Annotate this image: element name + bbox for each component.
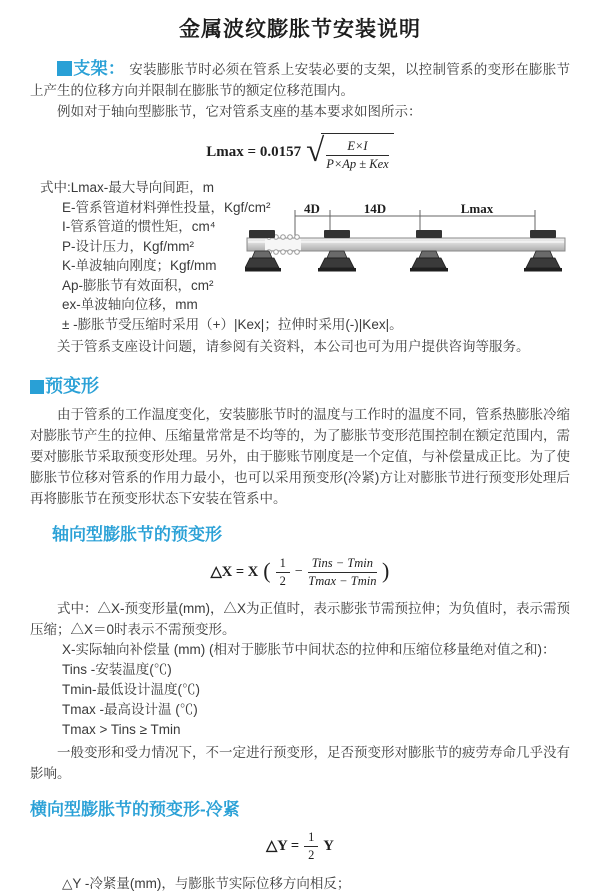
lmax-fraction bbox=[326, 139, 389, 172]
predeform-heading-label: 预变形 bbox=[45, 376, 99, 396]
formula-dx-lhs: △X = X bbox=[210, 563, 259, 580]
variable-line: Ap-膨胀节有效面积，cm² bbox=[62, 277, 214, 293]
variable-line: K-单波轴向刚度；Kgf/mm bbox=[62, 258, 217, 273]
lmax-fraction-numerator: E×I bbox=[326, 139, 389, 156]
dim-label-4d: 4D bbox=[304, 202, 320, 216]
sqrt-expression bbox=[306, 133, 394, 172]
variable-line: E-管系管道材料弹性投量，Kgf/cm² bbox=[62, 199, 271, 215]
axial-variables-block bbox=[30, 640, 570, 740]
support-note: 关于管系支座设计问题，请参阅有关资料，本公司也可为用户提供咨询等服务。 bbox=[57, 339, 530, 354]
predeform-paragraph: 由于管系的工作温度变化，安装膨胀节时的温度与工作时的温度不同，管系热膨胀冷缩对膨胀节产生的拉伸、压缩量常常是不均等的，为了膨胀节变形范围控制在额定范围内，需要对膨胀节采取预变形处理。另外，由于膨账节刚度是一个定值，与补偿量成正比。为了使膨胀节位移对管系的作用力最小，也可以采用预变形(冷紧)方让对膨胀节进行预变形处理后再将膨胀节在预变形状态下安装在管系中。 bbox=[30, 407, 570, 506]
support-section-heading bbox=[57, 59, 125, 78]
variable-line: Tins -安装温度(℃) bbox=[62, 662, 172, 677]
page-title: 金属波纹膨胀节安装说明 bbox=[179, 18, 421, 41]
half-numerator: 1 bbox=[276, 556, 290, 573]
half-denominator: 2 bbox=[308, 847, 315, 862]
lateral-subtitle: 横向型膨胀节的预变形-冷紧 bbox=[30, 800, 240, 819]
axial-note: 一般变形和受力情况下，不一定进行预变形，足否预变形对膨胀节的疲劳寿命几乎没有影响。 bbox=[30, 745, 570, 781]
lateral-explain: △Y -冷紧量(mm)，与膨胀节实际位移方向相反； bbox=[62, 876, 351, 891]
half-numerator: 1 bbox=[304, 830, 318, 847]
formula-delta-y bbox=[30, 829, 570, 863]
close-paren: ) bbox=[382, 558, 390, 583]
formula-delta-x bbox=[30, 552, 570, 592]
minus-operator: − bbox=[294, 564, 303, 579]
variable-line: ± -膨胀节受压缩时采用（+）|Kex|；拉伸时采用(-)|Kex|。 bbox=[62, 316, 403, 332]
open-paren: ( bbox=[263, 558, 271, 583]
lmax-fraction-denominator: P×Ap ± Kex bbox=[326, 156, 389, 171]
radicand bbox=[321, 133, 394, 172]
support-example-line: 例如对于轴向型膨胀节，它对管系支座的基本要求如图所示： bbox=[57, 104, 422, 119]
formula-dy-lhs: △Y = bbox=[266, 837, 300, 854]
variable-line: X-实际轴向补偿量 (mm) (相对于膨胀节中间状态的拉伸和压缩位移量绝对值之和)： bbox=[62, 642, 556, 657]
half-fraction bbox=[304, 830, 318, 863]
dim-label-14d: 14D bbox=[363, 202, 387, 216]
formula-lmax-prefix: Lmax = 0.0157 bbox=[206, 143, 302, 160]
half-fraction bbox=[276, 556, 290, 589]
variable-line: I-管系管道的惯性矩，cm⁴ bbox=[62, 219, 216, 234]
axial-explain: 式中：△X-预变形量(mm)，△X为正值时，表示膨张节需预拉伸；为负值时，表示需预压缩；△X＝0时表示不需预变形。 bbox=[30, 601, 570, 637]
lmax-variables-block bbox=[30, 178, 570, 334]
radical-sign: √ bbox=[306, 132, 325, 169]
half-denominator: 2 bbox=[279, 573, 286, 588]
blue-square-bullet-icon bbox=[57, 61, 72, 76]
blue-square-bullet-icon bbox=[30, 380, 44, 394]
formula-lmax bbox=[30, 131, 570, 173]
variable-line: Tmax > Tins ≥ Tmin bbox=[62, 722, 181, 737]
temperature-fraction bbox=[308, 556, 377, 589]
temp-fraction-denominator: Tmax − Tmin bbox=[308, 573, 377, 588]
dim-label-lmax: Lmax bbox=[460, 202, 494, 216]
variable-line: Tmin-最低设计温度(℃) bbox=[62, 682, 200, 697]
variable-line: ex-单波轴向位移，mm bbox=[62, 297, 198, 312]
variable-line: Tmax -最高设计温 (℃) bbox=[62, 702, 198, 717]
support-intro-text: 安装膨胀节时必须在管系上安装必要的支架，以控制管系的变形在膨胀节上产生的位移方向并限制在膨胀节的额定位移范围内。 bbox=[30, 62, 570, 98]
formula-dy-rhs: Y bbox=[323, 837, 334, 854]
temp-fraction-numerator: Tins − Tmin bbox=[308, 556, 377, 573]
predeform-section-heading bbox=[30, 372, 570, 398]
variable-line: P-设计压力，Kgf/mm² bbox=[62, 238, 195, 254]
pipe-support-diagram bbox=[245, 202, 595, 297]
support-intro-paragraph bbox=[30, 58, 570, 101]
variable-line: 式中:Lmax-最大导向间距，m bbox=[40, 180, 215, 195]
axial-subtitle: 轴向型膨胀节的预变形 bbox=[52, 525, 222, 544]
support-heading-label: 支架： bbox=[73, 59, 126, 78]
